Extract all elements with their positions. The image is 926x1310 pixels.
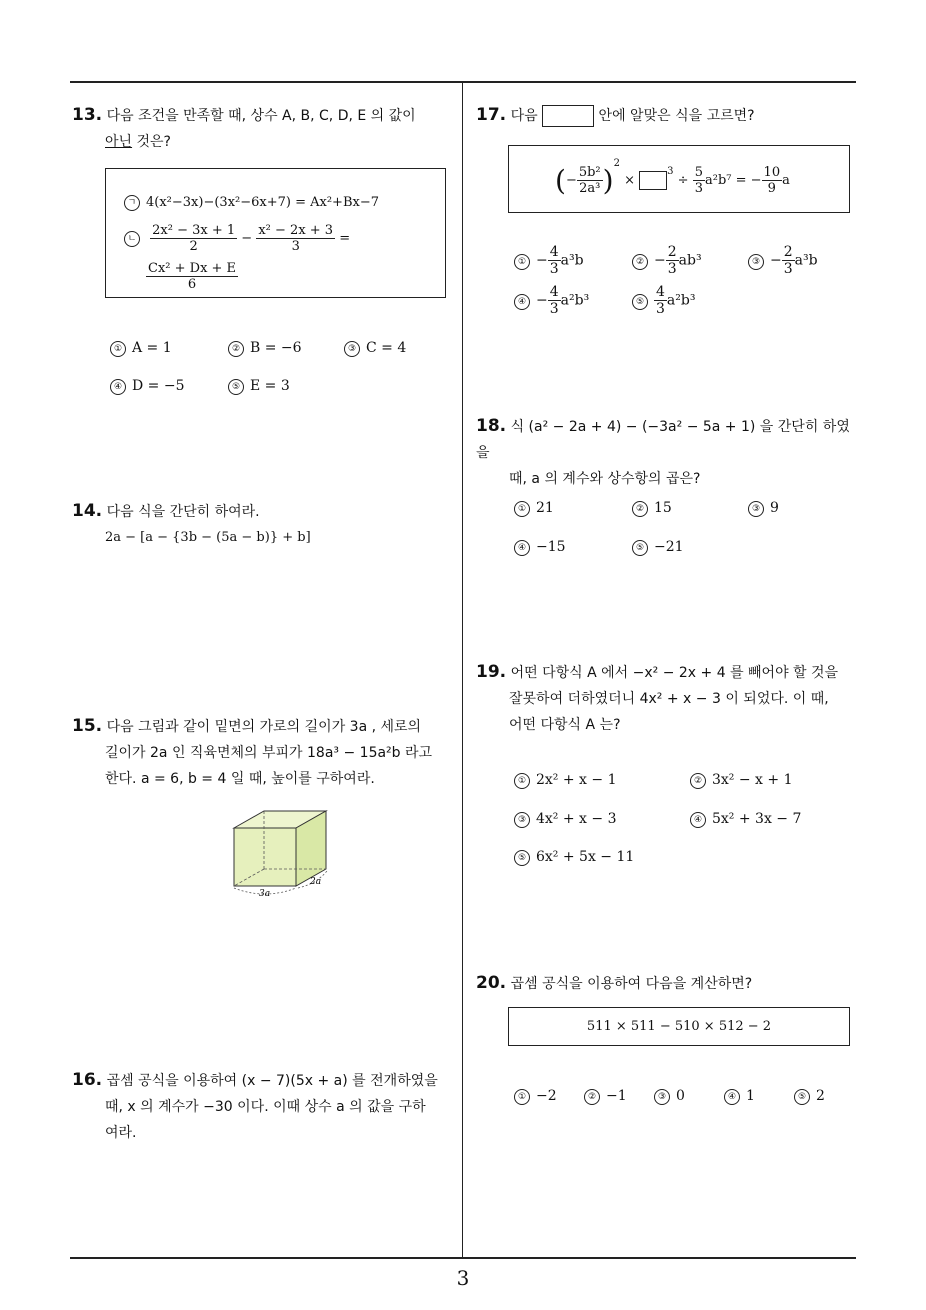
- option-text: 15: [654, 500, 672, 516]
- option-3[interactable]: [344, 340, 406, 357]
- denominator: 3: [549, 301, 559, 317]
- option-2[interactable]: [584, 1088, 627, 1105]
- fraction: [548, 284, 561, 317]
- option-text: 5x² + 3x − 7: [712, 811, 802, 827]
- option-text: −1: [606, 1088, 627, 1104]
- option-marker: ①: [514, 1089, 530, 1105]
- option-text: 4x² + x − 3: [536, 811, 617, 827]
- question-14: [72, 498, 460, 551]
- expression: 2a − [a − {3b − (5a − b)} + b]: [105, 530, 311, 545]
- underlined-word: 아닌: [105, 134, 133, 150]
- question-number: 17.: [476, 105, 507, 125]
- option-marker: ③: [654, 1089, 670, 1105]
- sign: −: [536, 252, 548, 269]
- fraction: [150, 223, 237, 254]
- option-marker: ③: [514, 812, 530, 828]
- option-text: −2: [536, 1088, 557, 1104]
- operator: ÷: [677, 173, 689, 188]
- question-number: 16.: [72, 1070, 103, 1090]
- option-4[interactable]: [724, 1088, 755, 1105]
- option-marker: ④: [724, 1089, 740, 1105]
- option-4[interactable]: [110, 378, 185, 395]
- option-marker: ⑤: [514, 850, 530, 866]
- option-1[interactable]: [110, 340, 172, 357]
- numerator: 4: [549, 244, 559, 260]
- denominator: 3: [549, 261, 559, 277]
- condition-box: [105, 168, 446, 298]
- option-text: A = 1: [132, 340, 172, 356]
- expression-box: [508, 1007, 850, 1046]
- cuboid-figure: [228, 808, 338, 900]
- fraction: [762, 165, 783, 196]
- question-number: 13.: [72, 105, 103, 125]
- numerator: 10: [763, 165, 781, 180]
- denominator: 3: [656, 301, 665, 317]
- depth-label: 2a: [310, 877, 322, 887]
- numerator: x² − 2x + 3: [258, 223, 334, 238]
- condition-2: [124, 223, 350, 254]
- option-2[interactable]: [632, 500, 672, 517]
- option-marker: ①: [514, 773, 530, 789]
- fraction: [577, 165, 603, 196]
- sign: −: [536, 292, 548, 309]
- option-marker: ④: [690, 812, 706, 828]
- numerator: Cx² + Dx + E: [148, 261, 237, 276]
- option-marker: ⑤: [632, 294, 648, 310]
- option-3[interactable]: [654, 1088, 685, 1105]
- exponent: 2: [613, 158, 620, 169]
- option-text: B = −6: [250, 340, 302, 356]
- blank-box: [639, 171, 667, 190]
- answer-blank-box: [542, 105, 594, 127]
- option-4[interactable]: [690, 811, 801, 828]
- option-marker: ③: [748, 501, 764, 517]
- page-number: 3: [456, 1266, 470, 1290]
- option-marker: ③: [344, 341, 360, 357]
- denominator: 6: [187, 277, 197, 292]
- option-marker: ②: [632, 254, 648, 270]
- numerator: 4: [549, 284, 559, 300]
- denominator: 2: [189, 239, 198, 254]
- option-5[interactable]: [632, 539, 684, 556]
- condition-marker: ㄱ: [124, 195, 140, 211]
- condition-marker: ㄴ: [124, 231, 140, 247]
- condition-1: [124, 195, 379, 211]
- question-text: 잘못하여 더하였더니 4x² + x − 3 이 되었다. 이 때,: [509, 691, 829, 707]
- question-number: 18.: [476, 416, 507, 436]
- option-marker: ①: [514, 501, 530, 517]
- option-text: 2: [816, 1088, 825, 1104]
- option-marker: ①: [110, 341, 126, 357]
- option-text: −15: [536, 539, 566, 555]
- option-2[interactable]: [690, 772, 792, 789]
- width-label: 3a: [259, 889, 271, 899]
- option-marker: ③: [748, 254, 764, 270]
- question-16: [72, 1067, 460, 1146]
- fraction: [256, 223, 335, 254]
- fraction: [693, 165, 705, 196]
- question-text: 어떤 다항식 A 에서 −x² − 2x + 4 를 빼어야 할 것을: [510, 665, 839, 681]
- sign: −: [770, 252, 782, 269]
- option-text: 3x² − x + 1: [712, 772, 793, 788]
- numerator: 4: [656, 284, 665, 300]
- term: a²b⁷ = −: [705, 173, 762, 188]
- option-5[interactable]: [228, 378, 290, 395]
- option-text: a³b: [560, 252, 584, 269]
- option-2[interactable]: [632, 244, 702, 277]
- option-1[interactable]: [514, 1088, 557, 1105]
- option-3[interactable]: [514, 811, 616, 828]
- operator: ×: [624, 173, 636, 188]
- question-text: 식 (a² − 2a + 4) − (−3a² − 5a + 1) 을 간단히 하였을: [476, 419, 850, 461]
- numerator: 5: [694, 165, 703, 180]
- option-4[interactable]: [514, 284, 589, 317]
- option-marker: ②: [690, 773, 706, 789]
- option-4[interactable]: [514, 539, 566, 556]
- fraction: [654, 284, 667, 317]
- numerator: 5b²: [578, 165, 601, 180]
- option-marker: ②: [584, 1089, 600, 1105]
- option-marker: ②: [632, 501, 648, 517]
- question-text: 것은?: [132, 134, 171, 150]
- question-text: 곱셈 공식을 이용하여 (x − 7)(5x + a) 를 전개하였을: [106, 1073, 438, 1089]
- question-20: [476, 970, 860, 997]
- option-text: 9: [770, 500, 779, 516]
- denominator: 3: [694, 181, 703, 196]
- question-number: 20.: [476, 973, 507, 993]
- option-1[interactable]: [514, 244, 584, 277]
- question-text: 때, a 의 계수와 상수항의 곱은?: [509, 471, 701, 487]
- denominator: 3: [783, 261, 793, 277]
- option-marker: ⑤: [794, 1089, 810, 1105]
- denominator: 3: [667, 261, 677, 277]
- denominator: 3: [291, 239, 300, 254]
- option-text: a²b³: [666, 292, 696, 309]
- question-text: 다음 조건을 만족할 때, 상수 A, B, C, D, E 의 값이: [106, 108, 416, 124]
- expression: 511 × 511 − 510 × 512 − 2: [586, 1019, 772, 1034]
- option-marker: ①: [514, 254, 530, 270]
- question-13: [72, 102, 460, 155]
- option-5[interactable]: [632, 284, 695, 317]
- sign: −: [654, 252, 666, 269]
- option-marker: ④: [514, 294, 530, 310]
- question-number: 15.: [72, 716, 103, 736]
- exponent: 3: [667, 166, 674, 177]
- denominator: 9: [767, 181, 776, 196]
- option-text: 21: [536, 500, 554, 516]
- equation-box: [508, 145, 850, 213]
- option-3[interactable]: [748, 244, 818, 277]
- numerator: 2: [667, 244, 677, 260]
- option-text: 0: [676, 1088, 685, 1104]
- question-15: [72, 713, 460, 792]
- option-marker: ②: [228, 341, 244, 357]
- option-1[interactable]: [514, 500, 554, 517]
- option-marker: ④: [514, 540, 530, 556]
- option-text: E = 3: [250, 378, 290, 394]
- question-number: 14.: [72, 501, 103, 521]
- fraction: [548, 244, 561, 277]
- question-text: 어떤 다항식 A 는?: [509, 717, 621, 733]
- question-text: 길이가 2a 인 직육면체의 부피가 18a³ − 15a²b 라고: [105, 745, 433, 761]
- option-text: 6x² + 5x − 11: [536, 849, 635, 865]
- question-17: [476, 102, 856, 129]
- question-text: 곱셈 공식을 이용하여 다음을 계산하면?: [510, 976, 753, 992]
- option-text: 1: [746, 1088, 755, 1104]
- question-19: [476, 659, 860, 738]
- question-text: 다음 식을 간단히 하여라.: [106, 504, 260, 520]
- question-text: 안에 알맞은 식을 고르면?: [598, 108, 755, 124]
- option-text: a²b³: [560, 292, 590, 309]
- option-text: D = −5: [132, 378, 185, 394]
- numerator: 2: [783, 244, 793, 260]
- option-text: C = 4: [366, 340, 407, 356]
- option-text: ab³: [678, 252, 702, 269]
- numerator: 2x² − 3x + 1: [152, 223, 236, 238]
- option-2[interactable]: [228, 340, 302, 357]
- fraction: [782, 244, 795, 277]
- question-text: 다음: [510, 108, 538, 124]
- question-text: 여라.: [105, 1125, 137, 1141]
- equation: (− $\frac{\text{5b²}}{\text{2a³}}$ )$^2$ × $^3$ ÷ $\frac{5}{3}$ a²b⁷ = − $\frac{10}{9}$ a: [555, 158, 790, 197]
- question-number: 19.: [476, 662, 507, 682]
- option-marker: ④: [110, 379, 126, 395]
- fraction: [146, 261, 238, 292]
- denominator: 2a³: [579, 181, 601, 196]
- option-text: −21: [654, 539, 684, 555]
- question-text: 한다. a = 6, b = 4 일 때, 높이를 구하여라.: [105, 771, 375, 787]
- option-5[interactable]: [514, 849, 634, 866]
- question-text: 다음 그림과 같이 밑면의 가로의 길이가 3a , 세로의: [106, 719, 422, 735]
- option-1[interactable]: [514, 772, 616, 789]
- option-5[interactable]: [794, 1088, 825, 1105]
- term: a: [782, 173, 790, 188]
- operator: −: [241, 231, 253, 246]
- option-text: a³b: [794, 252, 818, 269]
- option-marker: ⑤: [228, 379, 244, 395]
- option-3[interactable]: [748, 500, 779, 517]
- fraction: [666, 244, 679, 277]
- column-divider: [462, 83, 463, 1259]
- condition-text: 4(x²−3x)−(3x²−6x+7) = Ax²+Bx−7: [146, 195, 379, 210]
- question-18: [476, 413, 860, 492]
- option-marker: ⑤: [632, 540, 648, 556]
- question-text: 때, x 의 계수가 −30 이다. 이때 상수 a 의 값을 구하: [105, 1099, 426, 1115]
- option-text: 2x² + x − 1: [536, 772, 617, 788]
- operator: =: [339, 231, 351, 246]
- condition-2-rhs: [146, 261, 238, 292]
